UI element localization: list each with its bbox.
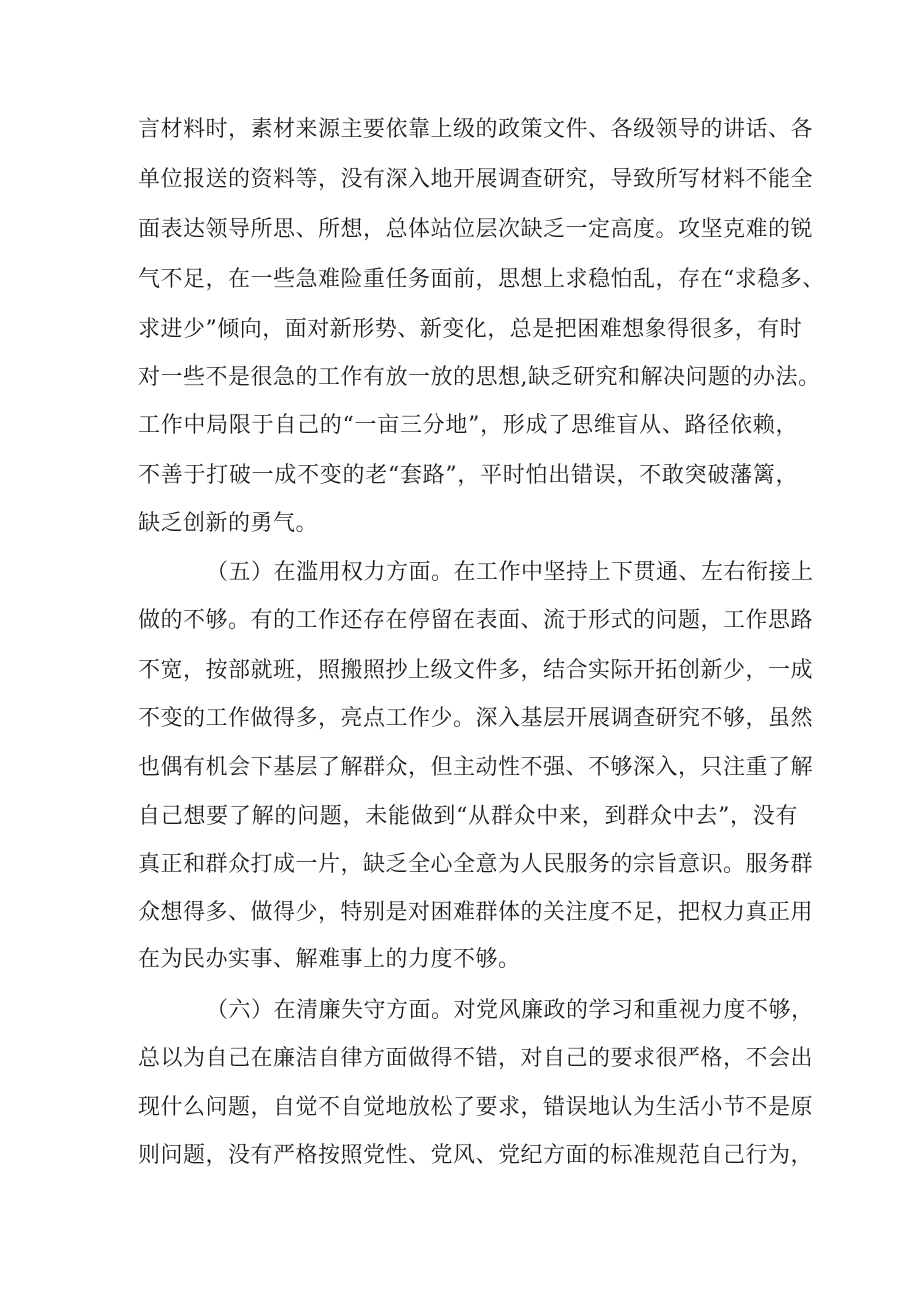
section-heading-line: （六）在清廉失守方面。对党风廉政的学习和重视力度不够， bbox=[206, 998, 814, 1023]
paragraph-line: 自己想要了解的问题，未能做到“从群众中来，到群众中去”，没有 bbox=[138, 804, 798, 829]
paragraph-line: 单位报送的资料等，没有深入地开展调查研究，导致所写材料不能全 bbox=[138, 167, 814, 192]
paragraph-line: 不变的工作做得多，亮点工作少。深入基层开展调查研究不够，虽然 bbox=[138, 706, 814, 731]
paragraph-line: 也偶有机会下基层了解群众，但主动性不强、不够深入，只注重了解 bbox=[138, 755, 814, 780]
paragraph-line: 言材料时，素材来源主要依靠上级的政策文件、各级领导的讲话、各 bbox=[138, 117, 814, 142]
paragraph-line: 工作中局限于自己的“一亩三分地”，形成了思维盲从、路径依赖， bbox=[138, 413, 798, 438]
paragraph-line: 对一些不是很急的工作有放一放的思想,缺乏研究和解决问题的办法。 bbox=[138, 365, 821, 390]
section-heading-line: （五）在滥用权力方面。在工作中坚持上下贯通、左右衔接上 bbox=[206, 560, 814, 585]
paragraph-line: 求进少”倾向，面对新形势、新变化，总是把困难想象得很多，有时 bbox=[138, 317, 803, 342]
paragraph-line: 缺乏创新的勇气。 bbox=[138, 511, 319, 536]
paragraph-line: 气不足，在一些急难险重任务面前，思想上求稳怕乱，存在“求稳多、 bbox=[138, 267, 825, 292]
paragraph-line: 总以为自己在廉洁自律方面做得不错，对自己的要求很严格，不会出 bbox=[138, 1046, 814, 1071]
paragraph-line: 不善于打破一成不变的老“套路”，平时怕出错误，不敢突破藩篱， bbox=[138, 463, 798, 488]
paragraph-line: 现什么问题，自觉不自觉地放松了要求，错误地认为生活小节不是原 bbox=[138, 1095, 814, 1120]
paragraph-line: 真正和群众打成一片，缺乏全心全意为人民服务的宗旨意识。服务群 bbox=[138, 852, 814, 877]
paragraph-line: 则问题，没有严格按照党性、党风、党纪方面的标准规范自己行为， bbox=[138, 1143, 814, 1168]
paragraph-line: 众想得多、做得少，特别是对困难群体的关注度不足，把权力真正用 bbox=[138, 900, 814, 925]
paragraph-line: 做的不够。有的工作还存在停留在表面、流于形式的问题，工作思路 bbox=[138, 608, 814, 633]
paragraph-line: 在为民办实事、解难事上的力度不够。 bbox=[138, 947, 521, 972]
paragraph-line: 面表达领导所思、所想，总体站位层次缺乏一定高度。攻坚克难的锐 bbox=[138, 217, 814, 242]
paragraph-line: 不宽，按部就班，照搬照抄上级文件多，结合实际开拓创新少，一成 bbox=[138, 658, 814, 683]
